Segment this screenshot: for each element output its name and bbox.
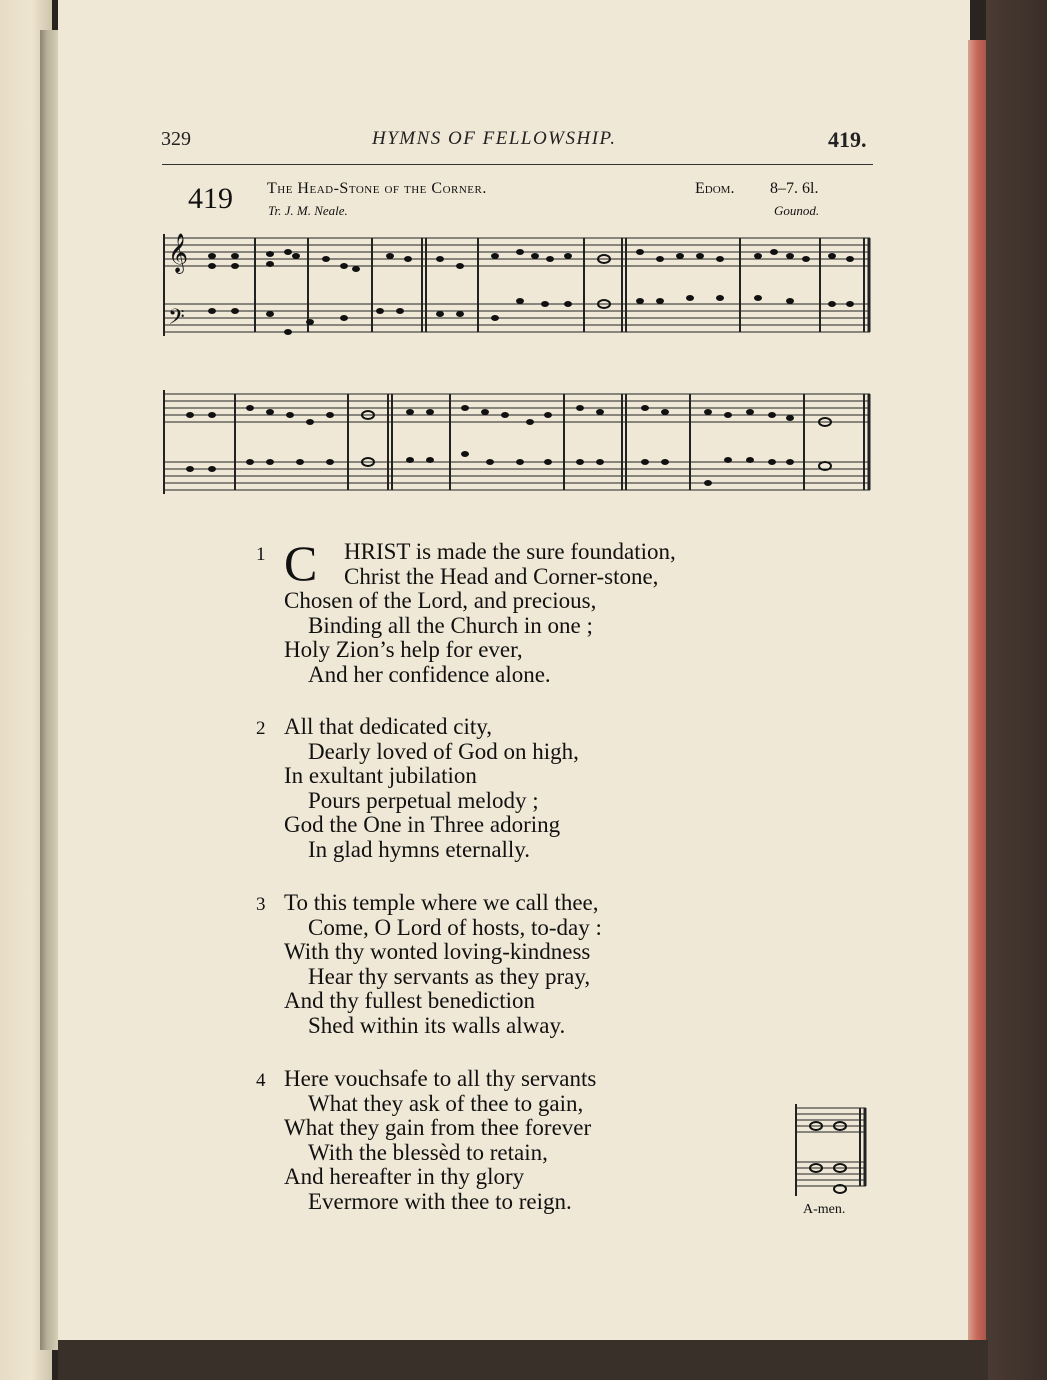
left-page-number: 329	[161, 128, 191, 150]
verse-line: What they ask of thee to gain,	[308, 1090, 584, 1116]
header-hymn-number: 419.	[828, 127, 867, 152]
verse-line: Here vouchsafe to all thy servants	[284, 1066, 597, 1091]
verse-number: 3	[256, 894, 266, 915]
bottom-shadow	[58, 1340, 988, 1380]
svg-text:𝄞: 𝄞	[168, 235, 189, 272]
verse-line: All that dedicated city,	[284, 714, 492, 739]
music-system-1	[160, 226, 875, 344]
verse-line: Hear thy servants as they pray,	[308, 963, 591, 989]
book-cover	[986, 0, 1047, 1380]
verse-line: To this temple where we call thee,	[284, 890, 599, 915]
verse-1	[256, 535, 676, 687]
verse-line: And thy fullest benediction	[284, 988, 536, 1013]
verse-line: Come, O Lord of hosts, to-day :	[308, 914, 602, 940]
verse-number: 2	[256, 718, 266, 739]
verse-2	[256, 715, 579, 862]
translator-credit: Tr. J. M. Neale.	[268, 203, 348, 218]
hymn-meter: 8–7. 6l.	[770, 180, 819, 197]
hymn-number: 419	[188, 182, 233, 215]
verse-number: 4	[256, 1070, 266, 1091]
verse-line: Holy Zion’s help for ever,	[284, 637, 523, 662]
verse-line: In glad hymns eternally.	[308, 836, 531, 862]
verse-line: Chosen of the Lord, and precious,	[284, 588, 597, 613]
verse-line: Evermore with thee to reign.	[308, 1188, 572, 1214]
amen-label: A-men.	[803, 1202, 846, 1217]
verse-line: With thy wonted loving-kindness	[284, 939, 591, 964]
verse-line: Binding all the Church in one ;	[308, 612, 593, 638]
verse-line: Pours perpetual melody ;	[308, 787, 539, 813]
verse-line: HRIST is made the sure foundation,	[344, 539, 676, 564]
svg-text:𝄢: 𝄢	[168, 305, 185, 334]
amen-music	[794, 1100, 870, 1205]
verse-line: What they gain from thee forever	[284, 1115, 592, 1140]
verse-line: Christ the Head and Corner-stone,	[344, 563, 659, 589]
page-edges	[968, 40, 986, 1340]
verse-3	[256, 891, 602, 1038]
hymn-title: The Head-Stone of the Corner.	[267, 180, 487, 197]
drop-cap: C	[284, 535, 318, 591]
running-title: HYMNS OF FELLOWSHIP.	[372, 128, 617, 149]
verse-line: Dearly loved of God on high,	[308, 738, 579, 764]
verse-line: With the blessèd to retain,	[308, 1139, 548, 1165]
verse-line: And hereafter in thy glory	[284, 1164, 525, 1189]
verse-4	[256, 1067, 596, 1214]
verse-line: And her confidence alone.	[308, 661, 551, 687]
tune-name: Edom.	[695, 180, 735, 197]
header-rule	[162, 164, 873, 165]
verse-line: Shed within its walls alway.	[308, 1012, 566, 1038]
music-system-2	[160, 382, 875, 504]
verse-line: God the One in Three adoring	[284, 812, 561, 837]
verse-line: In exultant jubilation	[284, 763, 477, 788]
book-gutter	[40, 30, 58, 1350]
verse-number: 1	[256, 544, 266, 565]
composer-credit: Gounod.	[774, 203, 820, 218]
